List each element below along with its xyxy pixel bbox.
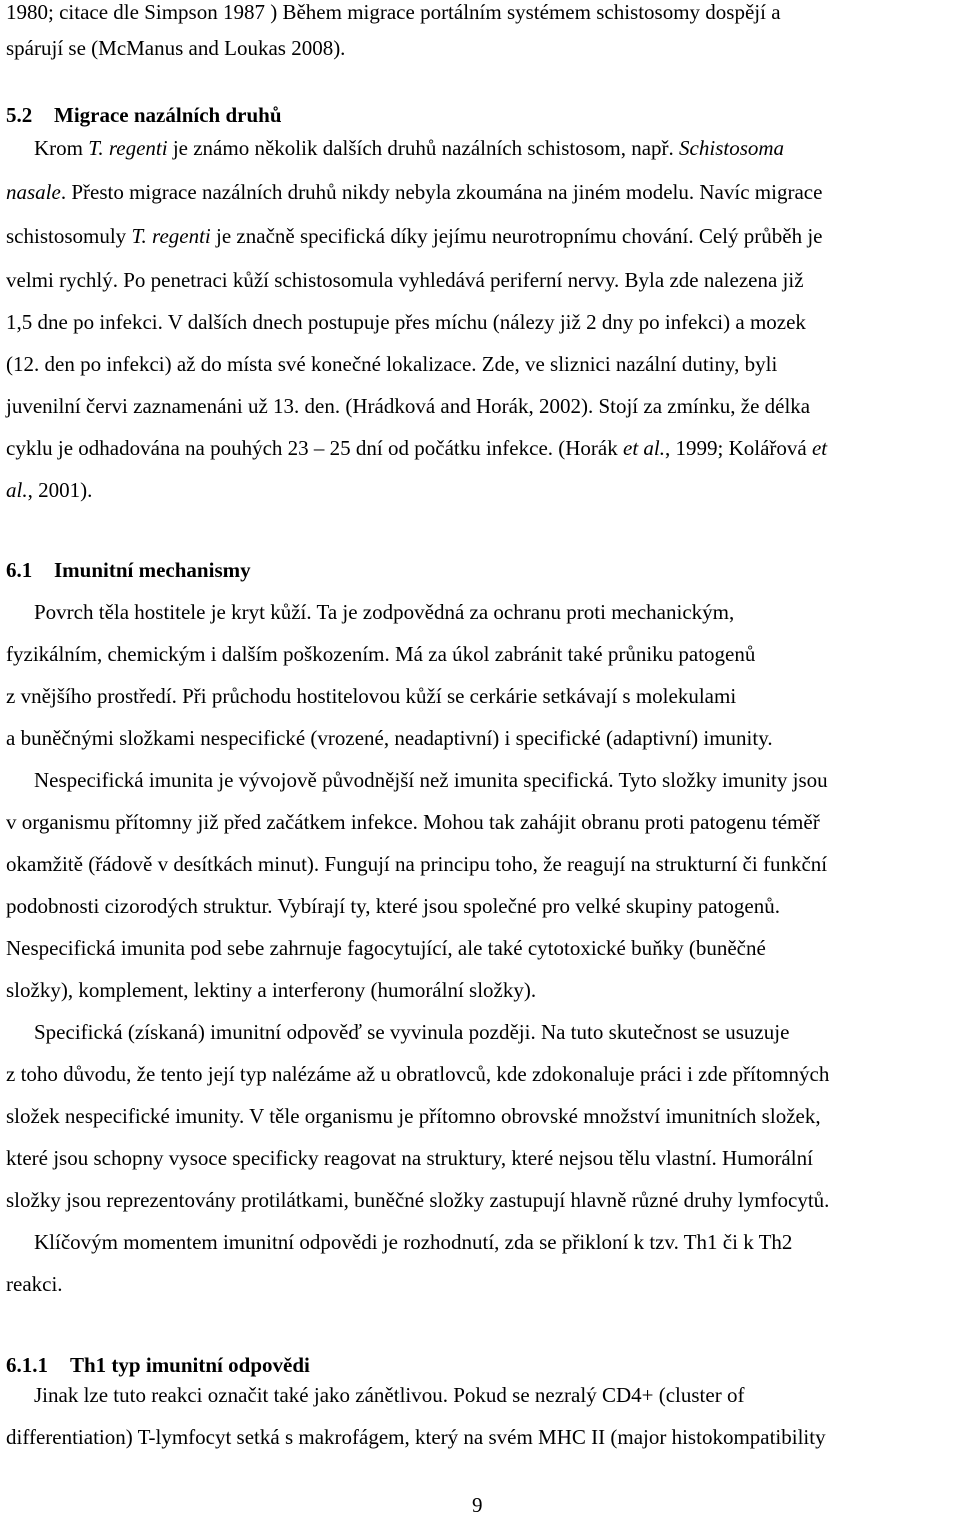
subsection-heading-6-1-1 <box>6 1353 310 1377</box>
text-line: složek nespecifické imunity. V těle organismu je přítomno obrovské množství imunitních složek, <box>6 1104 821 1128</box>
species-name: T. regenti <box>88 136 168 160</box>
text-line: Jinak lze tuto reakci označit také jako zánětlivou. Pokud se nezralý CD4+ (cluster of <box>34 1383 745 1407</box>
text-line: velmi rychlý. Po penetraci kůží schistosomula vyhledává periferní nervy. Byla zde nalezena již <box>6 268 804 292</box>
text-line: složky jsou reprezentovány protilátkami, buněčné složky zastupují hlavně různé druhy lymfocytů. <box>6 1188 830 1212</box>
text-line: differentiation) T-lymfocyt setká s makrofágem, který na svém MHC II (major histokompatibility <box>6 1425 826 1449</box>
text-line: juvenilní červi zaznamenáni už 13. den. (Hrádková and Horák, 2002). Stojí za zmínku, že délka <box>6 394 811 418</box>
genus-name: Schistosoma <box>679 136 785 160</box>
text-line: 1980; citace dle Simpson 1987 ) Během migrace portálním systémem schistosomy dospějí a <box>6 0 781 24</box>
section-number: 6.1.1 <box>6 1353 48 1377</box>
text-line: al., 2001). <box>6 478 93 502</box>
section-number: 6.1 <box>6 558 33 582</box>
text-line: z vnějšího prostředí. Při průchodu hostitelovou kůží se cerkárie setkávají s molekulami <box>6 684 737 708</box>
text-line: a buněčnými složkami nespecifické (vrozené, neadaptivní) i specifické (adaptivní) imunity. <box>6 726 773 750</box>
section-title: Imunitní mechanismy <box>54 558 251 582</box>
text-line: Nespecifická imunita pod sebe zahrnuje fagocytující, ale také cytotoxické buňky (buněčné <box>6 936 766 960</box>
text-line: v organismu přítomny již před začátkem infekce. Mohou tak zahájit obranu proti patogenu téměř <box>6 810 820 834</box>
text-line: složky), komplement, lektiny a interferony (humorální složky). <box>6 978 537 1002</box>
text-line: Specifická (získaná) imunitní odpověď se vyvinula později. Na tuto skutečnost se usuzuje <box>34 1020 790 1044</box>
text-line: okamžitě (řádově v desítkách minut). Fungují na principu toho, že reagují na strukturní či funkční <box>6 852 828 876</box>
text-line: (12. den po infekci) až do místa své konečné lokalizace. Zde, ve sliznici nazální dutiny, byli <box>6 352 778 376</box>
text-line: spárují se (McManus and Loukas 2008). <box>6 36 346 60</box>
text-line: 1,5 dne po infekci. V dalších dnech postupuje přes míchu (nálezy již 2 dny po infekci) a mozek <box>6 310 806 334</box>
text-line: které jsou schopny vysoce specificky reagovat na struktury, které nejsou tělu vlastní. Humorální <box>6 1146 813 1170</box>
text-line: Nespecifická imunita je vývojově původnější než imunita specifická. Tyto složky imunity jsou <box>34 768 828 792</box>
text-line: Povrch těla hostitele je kryt kůží. Ta je zodpovědná za ochranu proti mechanickým, <box>34 600 735 624</box>
text-line: nasale. Přesto migrace nazálních druhů nikdy nebyla zkoumána na jiném modelu. Navíc migrace <box>6 180 823 204</box>
text-line: reakci. <box>6 1272 63 1296</box>
text-line: fyzikálním, chemickým i dalším poškozením. Má za úkol zabránit také průniku patogenů <box>6 642 756 666</box>
text-line: schistosomuly T. regenti je značně specifická díky jejímu neurotropnímu chování. Celý průběh je <box>6 224 823 248</box>
text-line: podobnosti cizorodých struktur. Vybírají ty, které jsou společné pro velké skupiny patogenů. <box>6 894 780 918</box>
text-line: Klíčovým momentem imunitní odpovědi je rozhodnutí, zda se přikloní k tzv. Th1 či k Th2 <box>34 1230 793 1254</box>
text-line: cyklu je odhadována na pouhých 23 – 25 dní od počátku infekce. (Horák et al., 1999; Kolářová et <box>6 436 828 460</box>
section-title: Migrace nazálních druhů <box>54 103 282 127</box>
text-line: Krom T. regenti je známo několik dalších druhů nazálních schistosom, např. Schistosoma <box>34 136 785 160</box>
species-name: T. regenti <box>131 224 211 248</box>
section-heading-5-2 <box>6 103 282 127</box>
page-number: 9 <box>472 1493 483 1517</box>
text-line: z toho důvodu, že tento její typ nalézáme až u obratlovců, kde zdokonaluje práci i zde přítomných <box>6 1062 830 1086</box>
section-title: Th1 typ imunitní odpovědi <box>70 1353 310 1377</box>
section-number: 5.2 <box>6 103 33 127</box>
species-name: nasale <box>6 180 61 204</box>
section-heading-6-1 <box>6 558 251 582</box>
